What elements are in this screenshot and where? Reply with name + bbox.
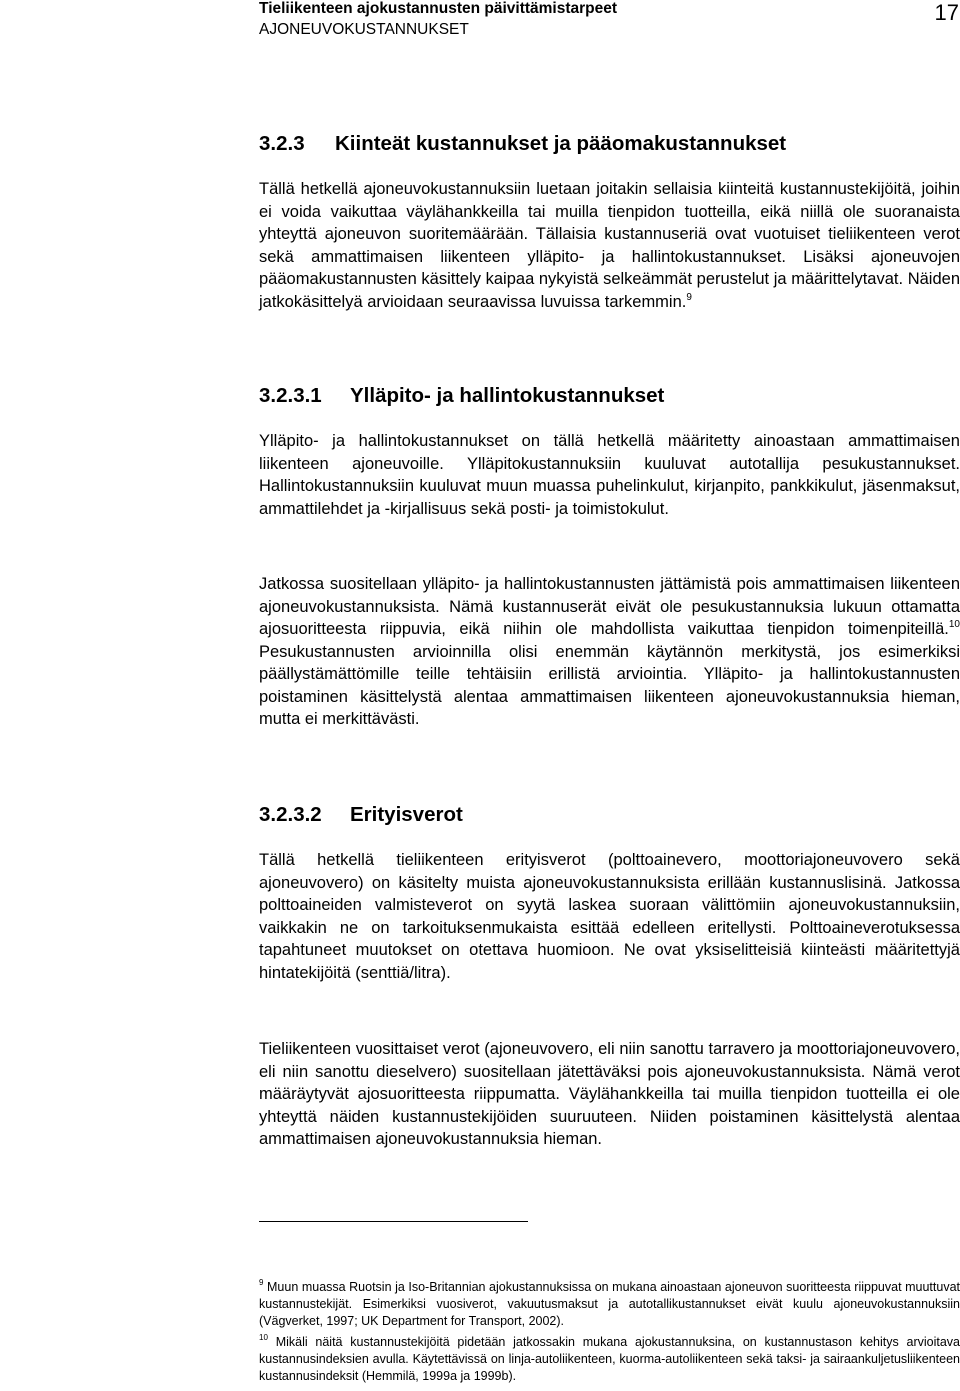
footnote-reference[interactable]: 10 <box>948 619 960 630</box>
section-paragraph <box>259 849 960 984</box>
footnote-text: Muun muassa Ruotsin ja Iso-Britannian ajokustannuksissa on mukana ainoastaan ajoneuvon suoritteesta riippuvat muuttuvat kustannustekijät. Esimerkiksi vuosiverot, vakuutusmaksut ja autotallikustannukset eivät kuulu ajoneuvokustannuksiin (Vägverket, 1997; UK Department for Transport, 2002). <box>259 1280 960 1328</box>
section-title: Kiinteät kustannukset ja pääomakustannukset <box>335 132 787 155</box>
footnote-reference[interactable]: 9 <box>686 291 692 303</box>
chapter-title: AJONEUVOKUSTANNUKSET <box>259 21 469 38</box>
section-paragraph <box>259 178 960 313</box>
section-title: Erityisverot <box>350 803 463 826</box>
section-heading-3-2-3-2 <box>259 803 463 827</box>
footnote-marker: 10 <box>259 1333 268 1342</box>
section-title: Ylläpito- ja hallintokustannukset <box>350 384 665 407</box>
section-paragraph <box>259 430 960 520</box>
page-number: 17 <box>934 0 959 25</box>
footnote-10 <box>259 1334 960 1385</box>
section-number: 3.2.3.2 <box>259 803 322 826</box>
page-header <box>259 0 959 50</box>
document-title: Tieliikenteen ajokustannusten päivittämistarpeet <box>259 0 618 17</box>
section-paragraph <box>259 1038 960 1151</box>
paragraph-text: Tällä hetkellä ajoneuvokustannuksiin luetaan joitakin sellaisia kiinteitä kustannustekijöitä, joihin ei voida vaikuttaa väylähankkeilla tai muilla tienpidon tuotteilla, eikä niillä ole suoranaista yhteyttä ajoneuvon suoritemäärään. Tällaisia kustannuseriä ovat vuotuiset tieliikenteen verot sekä ammattimaisen liikenteen ylläpito- ja hallintokustannukset. Lisäksi ajoneuvojen pääomakustannusten käsittely kaipaa nykyistä selkeämmät perustelut ja määrittelytavat. Näiden jatkokäsittelyä arvioidaan seuraavissa luvuissa tarkemmin. <box>259 180 960 311</box>
paragraph-text: Pesukustannusten arvioinnilla olisi enemmän käytännön merkitystä, jos esimerkiksi päällystämättömille teille tehtäisiin erillistä arviointia. Ylläpito- ja hallintokustannusten poistaminen käsittelystä alentaa ammattimaisen liikenteen ajoneuvokustannuksia hieman, mutta ei merkittävästi. <box>259 642 960 728</box>
footnote-9 <box>259 1279 960 1330</box>
paragraph-text: Tieliikenteen vuosittaiset verot (ajoneuvovero, eli niin sanottu tarravero ja moottoriajoneuvovero, eli niin sanottu dieselvero) suositellaan jätettäväksi pois ajoneuvokustannuksista. Nämä verot määräytyvät ajosuoritteesta riippumatta. Väylähankkeilla tai muilla tienpidon tuotteilla ei ole yhteyttä näiden kustannustekijöiden suuruuteen. Niiden poistaminen käsittelystä alentaa ammattimaisen ajoneuvokustannuksia hieman. <box>259 1040 960 1148</box>
footnote-separator <box>259 1221 528 1222</box>
section-number: 3.2.3 <box>259 132 305 155</box>
section-heading-3-2-3 <box>259 132 787 156</box>
paragraph-text: Tällä hetkellä tieliikenteen erityisverot (polttoainevero, moottoriajoneuvovero sekä ajoneuvovero) on käsitelty muista ajoneuvokustannuksista erillään kustannuslisinä. Jatkossa polttoaineiden valmisteverot on syytä laskea suoraan välittömiin ajoneuvokustannuksiin, vaikkakin ne on tarkoituksenmukaista esittää edelleen eritellysti. Polttoaineverotuksessa tapahtuneet muutokset on otettava huomioon. Ne ovat yksiselitteisiä kiinteästi määritettyjä hintatekijöitä (senttiä/litra). <box>259 851 960 982</box>
section-number: 3.2.3.1 <box>259 384 322 407</box>
paragraph-text: Jatkossa suositellaan ylläpito- ja hallintokustannusten jättämistä pois ammattimaisen liikenteen ajoneuvokustannuksista. Nämä kustannuserät eivät ole pesukustannuksia lukuun ottamatta ajosuoritteesta riippuvia, eikä niihin ole mahdollista vaikuttaa tienpidon toimenpiteillä. <box>259 575 960 638</box>
footnote-marker: 9 <box>259 1278 264 1287</box>
section-heading-3-2-3-1 <box>259 384 665 408</box>
section-paragraph <box>259 573 960 731</box>
footnote-text: Mikäli näitä kustannustekijöitä pidetään jatkossakin mukana ajokustannuksina, on kustannustason kehitys arvioitava kustannusindeksien avulla. Käytettävissä on linja-autoliikenteen, kuorma-autoliikenteen sekä taksi- ja sairaankuljetusliikenteen kustannusindeksit (Hemmilä, 1999a ja 1999b). <box>259 1335 960 1383</box>
paragraph-text: Ylläpito- ja hallintokustannukset on tällä hetkellä määritetty ainoastaan ammattimaisen liikenteen ajoneuvoille. Ylläpitokustannuksiin kuuluvat autotallija pesukustannukset. Hallintokustannuksiin kuuluvat muun muassa puhelinkulut, kirjanpito, pankkikulut, jäsenmaksut, ammattilehdet ja -kirjallisuus sekä posti- ja toimistokulut. <box>259 432 960 518</box>
